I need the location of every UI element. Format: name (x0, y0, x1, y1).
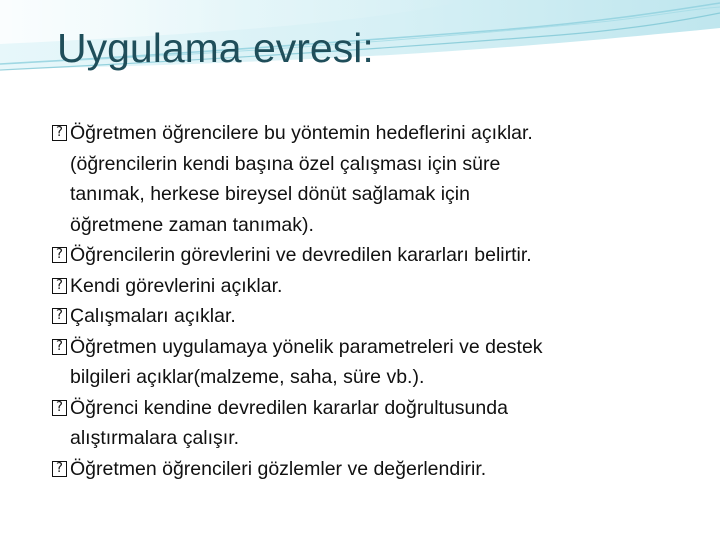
bullet-line: bilgileri açıklar(malzeme, saha, süre vb.). (70, 366, 425, 388)
bullet-line: öğretmene zaman tanımak). (70, 213, 314, 236)
bullet-item-1 (52, 118, 692, 240)
bullet-line: Öğrencilerin görevlerini ve devredilen kararları belirtir. (70, 244, 532, 266)
placeholder-box-icon: ? (52, 247, 67, 263)
placeholder-box-icon: ? (52, 125, 67, 141)
placeholder-box-icon: ? (52, 308, 67, 324)
bullet-line: (öğrencilerin kendi başına özel çalışması için süre (70, 152, 501, 175)
placeholder-box-icon: ? (52, 461, 67, 477)
bullet-item-2 (52, 240, 692, 271)
bullet-item-5 (52, 332, 692, 393)
bullet-line: alıştırmalara çalışır. (70, 427, 240, 449)
bullet-item-6 (52, 393, 692, 454)
bullet-item-4 (52, 301, 692, 332)
placeholder-box-icon: ? (52, 278, 67, 294)
bullet-line: Öğretmen öğrencileri gözlemler ve değerlendirir. (70, 457, 487, 480)
bullet-list (52, 118, 692, 484)
bullet-line: Öğrenci kendine devredilen kararlar doğrultusunda (70, 396, 508, 419)
bullet-item-3 (52, 271, 692, 302)
bullet-item-7 (52, 454, 692, 485)
bullet-line: Kendi görevlerini açıklar. (70, 274, 283, 297)
placeholder-box-icon: ? (52, 339, 67, 355)
bullet-line: Öğretmen öğrencilere bu yöntemin hedeflerini açıklar. (70, 122, 533, 144)
bullet-line: tanımak, herkese bireysel dönüt sağlamak için (70, 183, 470, 205)
slide-title: Uygulama evresi: (57, 25, 374, 71)
bullet-line: Çalışmaları açıklar. (70, 305, 236, 327)
bullet-line: Öğretmen uygulamaya yönelik parametreleri ve destek (70, 335, 543, 358)
placeholder-box-icon: ? (52, 400, 67, 416)
